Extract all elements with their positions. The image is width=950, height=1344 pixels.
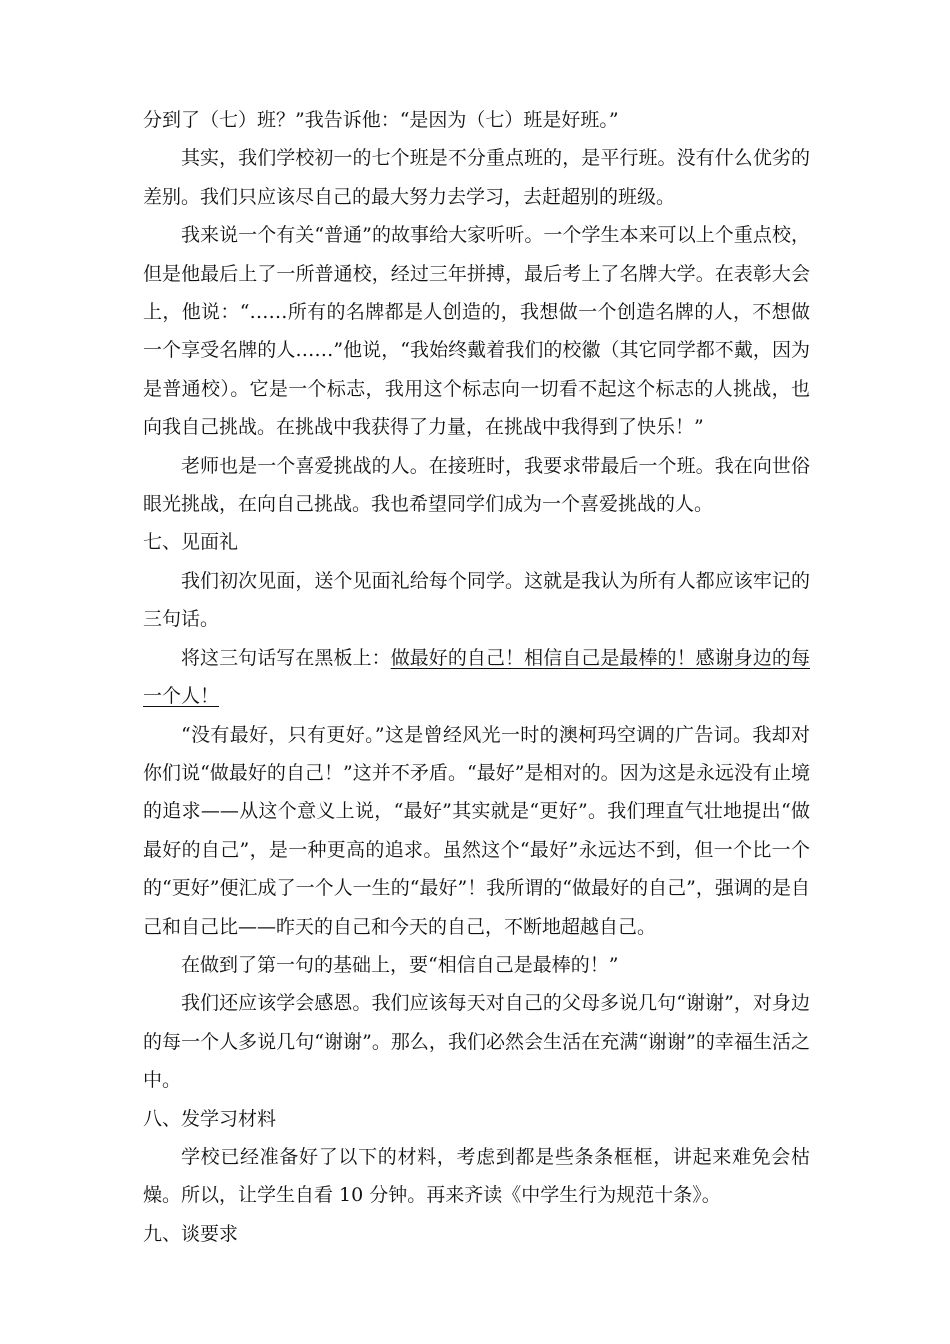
blackboard-prefix: 将这三句话写在黑板上： xyxy=(181,646,391,669)
paragraph-parallel-classes: 其实，我们学校初一的七个班是不分重点班的，是平行班。没有什么优劣的差别。我们只应该尽自己的最大努力去学习，去赶超别的班级。 xyxy=(143,147,810,208)
paragraph-gratitude: 我们还应该学会感恩。我们应该每天对自己的父母多说几句“谢谢”，对身边的每一个人多说几句“谢谢”。那么，我们必然会生活在充满“谢谢”的幸福生活之中。 xyxy=(143,992,810,1092)
document-body xyxy=(143,101,810,1253)
section-heading-materials: 八、发学习材料 xyxy=(143,1107,277,1130)
underlined-mottos: 做最好的自己！相信自己是最棒的！感谢身边的每一个人！ xyxy=(143,646,810,708)
paragraph-teacher-challenge: 老师也是一个喜爱挑战的人。在接班时，我要求带最后一个班。我在向世俗眼光挑战，在向自己挑战。我也希望同学们成为一个喜爱挑战的人。 xyxy=(143,454,810,516)
paragraph-study-materials: 学校已经准备好了以下的材料，考虑到都是些条条框框，讲起来难免会枯燥。所以，让学生自看 10 分钟。再来齐读《中学生行为规范十条》。 xyxy=(143,1145,810,1207)
paragraph-believe-yourself: 在做到了第一句的基础上，要“相信自己是最棒的！” xyxy=(181,953,619,976)
section-heading-requirements: 九、谈要求 xyxy=(143,1222,239,1245)
paragraph-three-sentences: 我们初次见面，送个见面礼给每个同学。这就是我认为所有人都应该牢记的三句话。 xyxy=(143,569,810,631)
paragraph-continuation: 分到了（七）班？”我告诉他：“是因为（七）班是好班。” xyxy=(143,109,619,131)
paragraph-ordinary-school-story: 我来说一个有关“普通”的故事给大家听听。一个学生本来可以上个重点校，但是他最后上了一所普通校，经过三年拼搏，最后考上了名牌大学。在表彰大会上，他说：“……所有的名牌都是人创造的，我想做一个创造名牌的人，不想做一个享受名牌的人……”他说，“我始终戴着我们的校徽（其它同学都不戴，因为是普通校）。它是一个标志，我用这个标志向一切看不起这个标志的人挑战，也向我自己挑战。在挑战中我获得了力量，在挑战中我得到了快乐！” xyxy=(143,224,810,439)
paragraph-blackboard xyxy=(143,639,810,716)
paragraph-be-your-best: “没有最好，只有更好。”这是曾经风光一时的澳柯玛空调的广告词。我却对你们说“做最好的自己！”这并不矛盾。“最好”是相对的。因为这是永远没有止境的追求——从这个意义上说，“最好”其实就是“更好”。我们理直气壮地提出“做最好的自己”，是一种更高的追求。虽然这个“最好”永远达不到，但一个比一个的“更好”便汇成了一个人一生的“最好”！我所谓的“做最好的自己”，强调的是自己和自己比——昨天的自己和今天的自己，不断地超越自己。 xyxy=(143,723,810,938)
section-heading-gift: 七、见面礼 xyxy=(143,531,239,554)
